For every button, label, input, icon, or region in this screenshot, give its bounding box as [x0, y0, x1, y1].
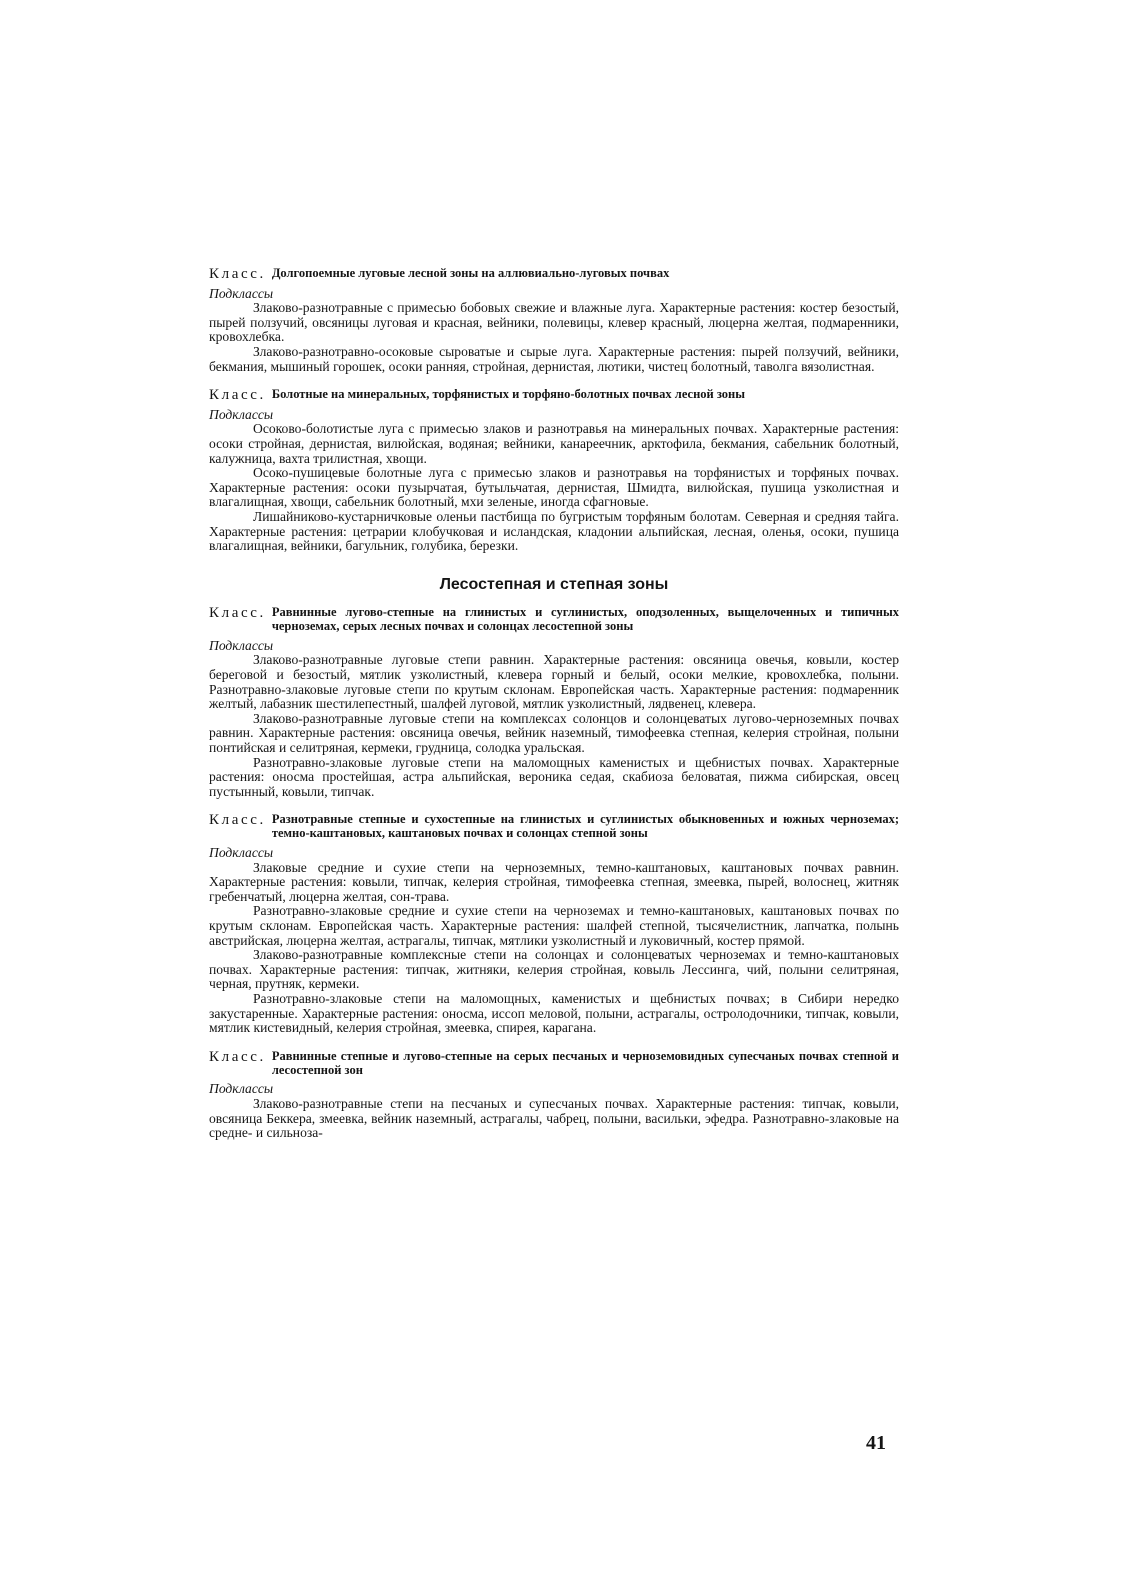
- class-title: Долгопоемные луговые лесной зоны на аллювиально-луговых почвах: [271, 266, 670, 280]
- subclasses-label: Подклассы: [209, 1081, 274, 1097]
- class-title: Болотные на минеральных, торфянистых и торфяно-болотных почвах лесной зоны: [271, 387, 746, 402]
- class-block: [209, 267, 899, 374]
- paragraph: Злаково-разнотравно-осоковые сыроватые и сырые луга. Характерные растения: пырей ползучий, вейники, бекмания, мышиный горошек, осоки ранняя, стройная, дернистая, лютики, чистец болотный, таволга вязолистная.: [209, 343, 899, 374]
- paragraph: Осоково-болотистые луга с примесью злаков и разнотравья на минеральных почвах. Характерные растения: осоки стройная, дернистая, вилюйская, водяная; вейники, канареечник, арктофила, бекмания, сабельник болотный, калужница, вахта трилистная, хвощи.: [209, 421, 899, 466]
- paragraph: Осоко-пушицевые болотные луга с примесью злаков и разнотравья на торфянистых и торфяных почвах. Характерные растения: осоки пузырчатая, бутыльчатая, дернистая, Шмидта, вилюйская, пушица узколистная и влагалищная, хвощи, сабельник болотный, мхи зеленые, иногда сфагновые.: [209, 465, 899, 510]
- subclasses-label: Подклассы: [209, 406, 274, 422]
- paragraph: Злаково-разнотравные степи на песчаных и супесчаных почвах. Характерные растения: типчак, ковыли, овсяница Беккера, змеевка, вейник наземный, астрагалы, чабрец, полыни, васильки, эфедра. Разнотравно-злаковые на средне- и сильноза-: [209, 1095, 899, 1141]
- class-title: Равнинные степные и лугово-степные на серых песчаных и черноземовидных супесчаных почвах степной и лесостепной зон: [271, 1048, 899, 1077]
- subclasses-label: Подклассы: [209, 637, 274, 653]
- class-label: Класс.: [209, 1048, 266, 1065]
- paragraph: Злаковые средние и сухие степи на черноземных, темно-каштановых, каштановых почвах равнин. Характерные растения: ковыли, типчак, келерия стройная, тимофеевка степная, змеевка, пырей, волоснец, житняк гребенчатый, люцерна желтая, сон-трава.: [209, 859, 899, 904]
- class-label: Класс.: [209, 266, 266, 282]
- paragraph: Разнотравно-злаковые луговые степи на маломощных каменистых и щебнистых почвах. Характерные растения: оносма простейшая, астра альпийская, вероника седая, скабиоза беловатая, пижма сибирская, овсец пустынный, ковыли, типчак.: [209, 754, 899, 799]
- class-block: [209, 388, 899, 554]
- class-label: Класс.: [209, 812, 266, 829]
- class-title: Разнотравные степные и сухостепные на глинистых и суглинистых обыкновенных и южных черноземах; темно-каштановых, каштановых почвах и солонцах степной зоны: [271, 812, 899, 841]
- section-heading: Лесостепная и степная зоны: [439, 575, 669, 593]
- subclasses-label: Подклассы: [209, 845, 274, 860]
- subclasses-label: Подклассы: [209, 285, 274, 301]
- paragraph: Злаково-разнотравные луговые степи равнин. Характерные растения: овсяница овечья, ковыли, костер береговой и безостый, мятлик узколистный, клевера горный и белый, осоки мелкие, кровохлебка, полыни. Разнотравно-злаковые луговые степи по крутым склонам. Европейская часть. Характерные растения: подмаренник желтый, лабазник шестилепестный, шалфей луговой, мятлик узколистный, лядвенец, клевера.: [209, 652, 899, 712]
- class-label: Класс.: [209, 605, 266, 622]
- class-block: [209, 606, 899, 799]
- paragraph: Лишайниково-кустарничковые оленьи пастбища по бугристым торфяным болотам. Северная и средняя тайга. Характерные растения: цетрарии клобучковая и исландская, кладонии альпийская, лесная, оленья, осоки, пушица влагалищная, вейники, багульник, голубика, березки.: [209, 508, 899, 554]
- paragraph: Злаково-разнотравные луговые степи на комплексах солонцов и солонцеватых лугово-черноземных почвах равнин. Характерные растения: овсяница овечья, вейник наземный, тимофеевка степная, келерия стройная, полыни понтийская и селитряная, кермеки, грудница, солодка уральская.: [209, 710, 899, 756]
- paragraph: Разнотравно-злаковые средние и сухие степи на черноземах и темно-каштановых, каштановых почвах по крутым склонам. Европейская часть. Характерные растения: шалфей степной, тысячелистник, лапчатка, полынь австрийская, люцерна желтая, астрагалы, типчак, мятлики узколистный и луковичный, костер прямой.: [209, 903, 899, 948]
- paragraph: Разнотравно-злаковые степи на маломощных, каменистых и щебнистых почвах; в Сибири нередко закустаренные. Характерные растения: оносма, иссоп меловой, полыни, астрагалы, остролодочники, типчак, ковыли, мятлик кистевидный, келерия стройная, змеевка, спирея, карагана.: [209, 990, 899, 1036]
- paragraph: Злаково-разнотравные комплексные степи на солонцах и солонцеватых черноземах и темно-каштановых почвах. Характерные растения: типчак, житняки, келерия стройная, ковыль Лессинга, чий, полыни селитряная, черная, прутняк, кермеки.: [209, 947, 899, 992]
- class-title: Равнинные лугово-степные на глинистых и суглинистых, оподзоленных, выщелоченных и типичных черноземах, серых лесных почвах и солонцах лесостепной зоны: [271, 605, 899, 634]
- page-content: [209, 267, 899, 1141]
- class-block: [209, 1050, 899, 1141]
- class-block: [209, 813, 899, 1035]
- page-number: 41: [866, 1432, 886, 1454]
- class-label: Класс.: [209, 387, 266, 404]
- paragraph: Злаково-разнотравные с примесью бобовых свежие и влажные луга. Характерные растения: костер безостый, пырей ползучий, овсяницы луговая и красная, вейники, полевицы, клевер красный, люцерна желтая, подмаренники, кровохлебка.: [209, 300, 899, 345]
